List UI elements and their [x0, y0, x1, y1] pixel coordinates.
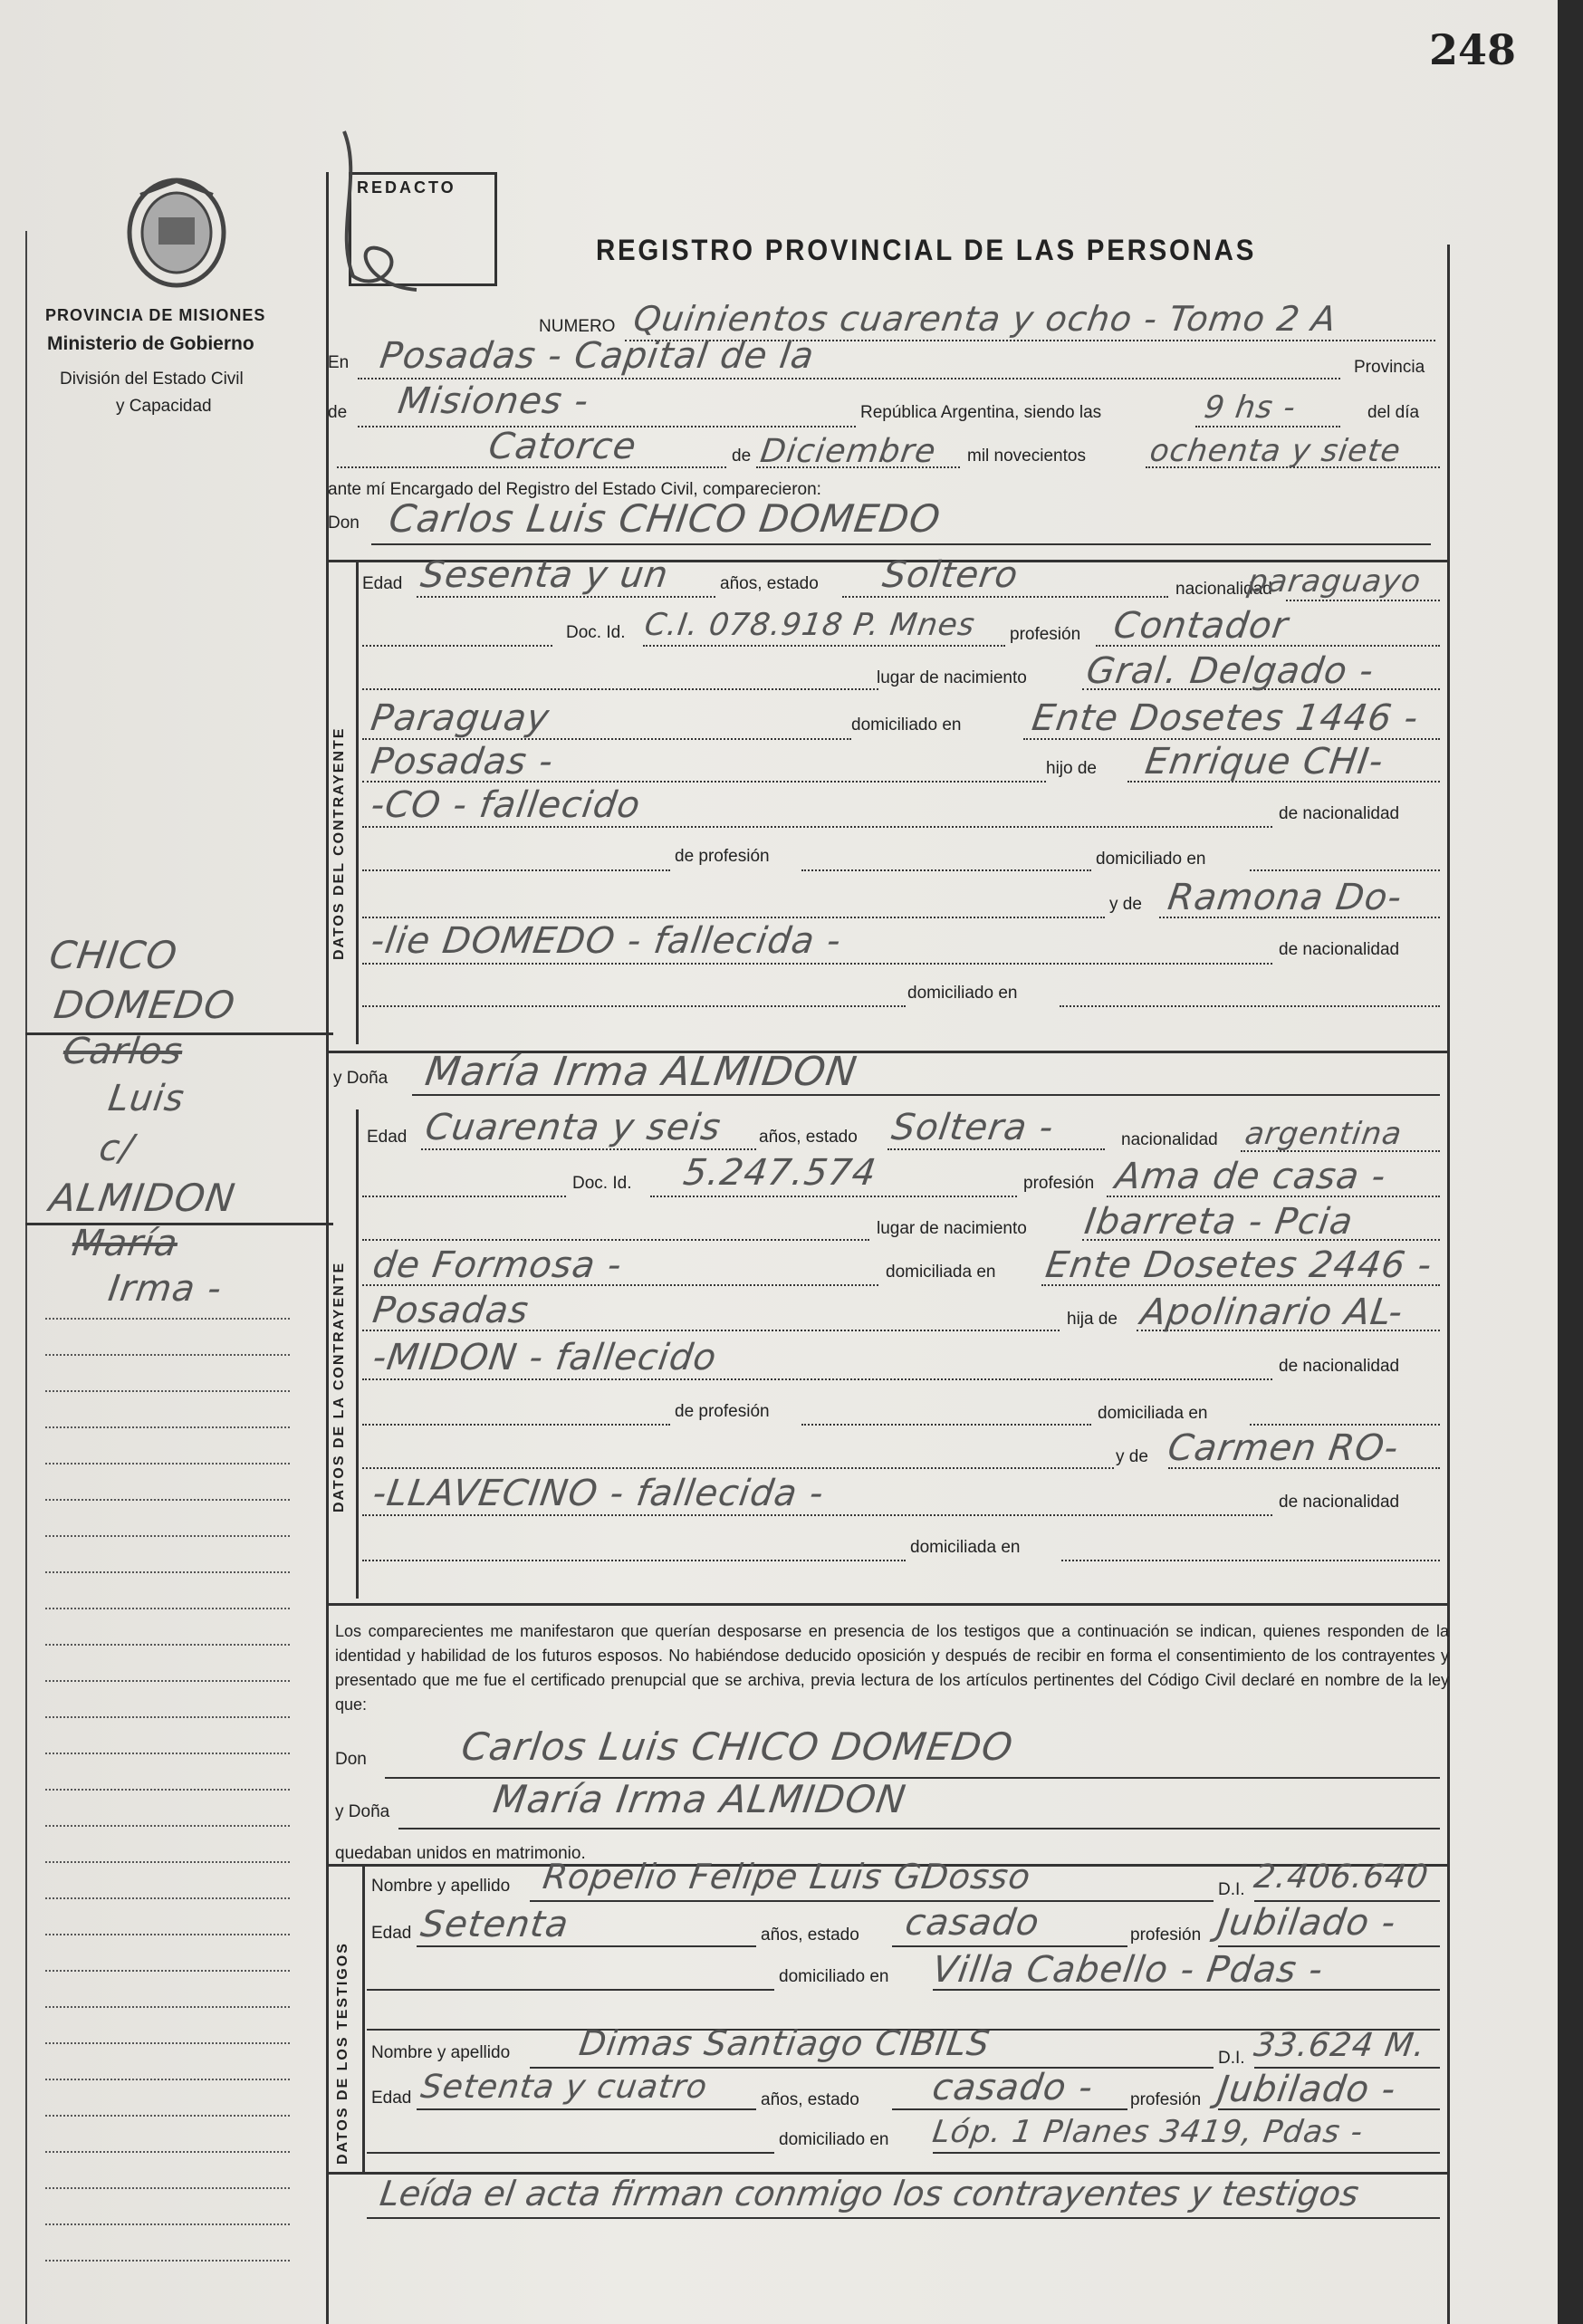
- bride-side-rule: [356, 1109, 359, 1599]
- w1-di-value: 2.406.640: [1252, 1858, 1432, 1896]
- bride-doc-line: [650, 1196, 1017, 1197]
- decl-don-label: Don: [335, 1750, 367, 1769]
- del-dia-label: del día: [1367, 403, 1420, 422]
- groom-de-prof-label: de profesión: [675, 847, 770, 866]
- groom-madre-value: Ramona Do-: [1165, 877, 1406, 918]
- w2-dom-value: Lóp. 1 Planes 3419, Pdas -: [930, 2114, 1366, 2150]
- page-edge: [1558, 0, 1583, 2324]
- bride-prof2-pre-line: [362, 1424, 670, 1426]
- margin-dotted-line: [45, 2042, 290, 2044]
- de2-label: de: [732, 447, 752, 466]
- groom-hijo2-line: [362, 826, 1272, 828]
- w1-edad-line: [417, 1945, 756, 1947]
- groom-madre-value2: -lie DOMEDO - fallecida -: [368, 920, 845, 962]
- bride-dom-label: domiciliada en: [886, 1263, 996, 1282]
- republica-label: República Argentina, siendo las: [860, 403, 1102, 422]
- w2-prof-label: profesión: [1130, 2090, 1202, 2109]
- groom-edad-line: [417, 596, 715, 598]
- w1-edad-value: Setenta: [417, 1904, 572, 1945]
- margin-dotted-line: [45, 1861, 290, 1863]
- ante-label: ante mí Encargado del Registro del Estado Civil, comparecieron:: [328, 480, 821, 499]
- margin-dotted-line: [45, 1789, 290, 1791]
- bride-prof-value: Ama de casa -: [1112, 1156, 1389, 1197]
- w2-dom-line: [933, 2152, 1440, 2154]
- groom-dom3-line: [1060, 1005, 1440, 1007]
- groom-hijo-value: Enrique CHI-: [1142, 741, 1386, 783]
- bride-estado-value: Soltera -: [888, 1107, 1057, 1148]
- groom-lugar-value2: Paraguay: [368, 697, 552, 739]
- bride-nac-value: argentina: [1242, 1116, 1405, 1152]
- groom-edad-label: Edad: [362, 574, 403, 593]
- decl-dona-line: [398, 1828, 1440, 1829]
- margin-dotted-line: [45, 1463, 290, 1465]
- bride-dom-value: Ente Dosetes 2446 -: [1042, 1244, 1435, 1286]
- province-label: PROVINCIA DE MISIONES: [45, 306, 266, 324]
- groom-prof2-pre-line: [362, 869, 670, 871]
- margin-dotted-line: [45, 1499, 290, 1501]
- margin-dotted-line: [45, 1535, 290, 1537]
- margin-dotted-line: [45, 1680, 290, 1682]
- margin-note-line7: María: [69, 1223, 181, 1264]
- margin-dotted-line: [45, 2187, 290, 2189]
- bride-doc-label: Doc. Id.: [572, 1174, 632, 1193]
- w1-estado-label: años, estado: [761, 1925, 859, 1945]
- margin-dotted-line: [45, 1571, 290, 1573]
- groom-lugar-pre-line: [362, 688, 878, 690]
- bride-madre-value: Carmen RO-: [1165, 1427, 1402, 1469]
- w1-edad-label: Edad: [371, 1924, 412, 1943]
- seal-emblem: [122, 177, 231, 290]
- w1-prof-line: [1218, 1945, 1440, 1947]
- margin-rule-1: [25, 1032, 333, 1035]
- witness-side-label: DATOS DE LOS TESTIGOS: [335, 1942, 350, 2165]
- groom-madre2-line: [362, 963, 1272, 965]
- hora-line: [1195, 426, 1340, 427]
- margin-dotted-line: [45, 2079, 290, 2080]
- bride-hija-label: hija de: [1067, 1310, 1118, 1329]
- decl-dona-label: y Doña: [335, 1802, 390, 1821]
- groom-estado-value: Soltero: [879, 554, 1022, 596]
- groom-lugar-value: Gral. Delgado -: [1083, 650, 1377, 692]
- groom-doc-value: C.I. 078.918 P. Mnes: [642, 607, 978, 643]
- margin-dotted-line: [45, 1318, 290, 1320]
- mes-value: Diciembre: [758, 433, 939, 470]
- w2-dom-label: domiciliado en: [779, 2130, 889, 2149]
- form-title: REGISTRO PROVINCIAL DE LAS PERSONAS: [596, 234, 1257, 266]
- bride-lugar-label: lugar de nacimiento: [877, 1219, 1027, 1238]
- margin-dotted-line: [45, 1970, 290, 1972]
- groom-hijo-value2: -CO - fallecido: [368, 784, 644, 826]
- bride-hija-value: Apolinario AL-: [1137, 1292, 1406, 1333]
- margin-note-line5: c/: [96, 1128, 137, 1169]
- margin-dotted-line: [45, 2151, 290, 2153]
- margin-dotted-line: [45, 2223, 290, 2225]
- w1-estado-value: casado: [902, 1902, 1042, 1944]
- groom-prof2-line: [801, 869, 1091, 871]
- groom-nac-line: [1286, 600, 1440, 601]
- anio-value: ochenta y siete: [1147, 433, 1404, 469]
- bride-dom2-val-line: [1250, 1424, 1440, 1426]
- bride-yde-pre-line: [362, 1467, 1114, 1469]
- bride-side-label: DATOS DE LA CONTRAYENTE: [331, 1261, 347, 1513]
- division-label-1: División del Estado Civil: [60, 370, 244, 389]
- w1-dom-label: domiciliado en: [779, 1967, 889, 1986]
- groom-nac-value: paraguayo: [1245, 563, 1424, 600]
- groom-dom-label: domiciliado en: [851, 715, 962, 735]
- numero-value: Quinientos cuarenta y ocho - Tomo 2 A: [630, 299, 1339, 339]
- bride-edad-line: [421, 1148, 756, 1150]
- closing-line: [367, 2217, 1440, 2219]
- declaration-text: Los comparecientes me manifestaron que querían desposarse en presencia de los testigos que a continuación se indican, quienes responden de la identidad y habilidad de los futuros esposos. No habiéndose deducido oposición y después de recibir en forma el consentimiento de los contrayentes y presentado que me fue el certificado prenupcial que se archiva, previa lectura de los artículos pertinentes del Código Civil declaré en nombre de la ley que:: [335, 1622, 1449, 1714]
- w2-estado-line: [892, 2108, 1127, 2110]
- margin-dotted-line: [45, 1426, 290, 1428]
- margin-dotted-line: [45, 1354, 290, 1356]
- w2-edad-value: Setenta y cuatro: [418, 2069, 710, 2106]
- groom-dom3-label: domiciliado en: [907, 984, 1018, 1003]
- en-label: En: [328, 353, 350, 372]
- groom-y-de-label: y de: [1109, 895, 1142, 914]
- w2-edad-line: [417, 2108, 756, 2110]
- bride-prof2-line: [801, 1424, 1091, 1426]
- witness-side-rule: [362, 1864, 365, 2172]
- w1-prof-label: profesión: [1130, 1925, 1202, 1945]
- bride-edad-label: Edad: [367, 1128, 408, 1147]
- margin-note-line8: Irma -: [105, 1268, 225, 1310]
- margin-dotted-line: [45, 1753, 290, 1754]
- groom-dom-value2: Posadas -: [368, 741, 557, 783]
- margin-dotted-line: [45, 1644, 290, 1646]
- bride-dom2-label: domiciliada en: [1098, 1404, 1208, 1423]
- bride-dom3-line: [1061, 1560, 1440, 1561]
- margin-note-line4: Luis: [105, 1078, 187, 1119]
- en-line: [358, 378, 1340, 379]
- provincia-label: Provincia: [1354, 358, 1425, 377]
- groom-dom2-val-line: [1250, 869, 1440, 871]
- groom-nac-label: nacionalidad: [1175, 580, 1272, 599]
- groom-de-nac2-label: de nacionalidad: [1279, 940, 1400, 959]
- groom-doc-pre-line: [362, 645, 552, 647]
- en-value: Posadas - Capital de la: [377, 335, 818, 377]
- declaration-top-rule: [326, 1603, 1447, 1606]
- margin-rule-2: [25, 1223, 333, 1225]
- signature-mark: [326, 122, 462, 303]
- margin-dotted-line: [45, 2115, 290, 2117]
- w1-nombre-line: [530, 1900, 1214, 1902]
- bride-nac-label: nacionalidad: [1121, 1130, 1218, 1149]
- margin-dotted-line: [45, 1716, 290, 1718]
- w1-estado-line: [892, 1945, 1127, 1947]
- bride-estado-label: años, estado: [759, 1128, 858, 1147]
- de-value: Misiones -: [395, 380, 592, 422]
- de-label: de: [328, 403, 348, 422]
- don-line: [371, 543, 1431, 545]
- bride-lugar-value: Ibarreta - Pcia: [1081, 1201, 1357, 1243]
- dia-value: Catorce: [485, 426, 639, 467]
- redacto-stamp-label: REDACTO: [357, 178, 456, 197]
- groom-estado-line: [842, 596, 1168, 598]
- groom-estado-label: años, estado: [720, 574, 819, 593]
- decl-dona-value: María Irma ALMIDON: [490, 1777, 909, 1821]
- margin-note-line3: Carlos: [60, 1031, 186, 1072]
- margin-note-line2: DOMEDO: [51, 983, 239, 1027]
- division-label-2: y Capacidad: [116, 397, 212, 416]
- bride-prof-label: profesión: [1023, 1174, 1095, 1193]
- hora-value: 9 hs -: [1202, 389, 1299, 426]
- w1-dom-pre-line: [367, 1989, 774, 1991]
- w1-nombre-label: Nombre y apellido: [371, 1877, 511, 1896]
- bride-dom3-pre-line: [362, 1560, 906, 1561]
- bride-doc-value: 5.247.574: [680, 1152, 879, 1194]
- margin-dotted-line: [45, 1934, 290, 1935]
- bride-madre2-line: [362, 1514, 1272, 1516]
- don-label: Don: [328, 514, 360, 533]
- groom-dom-value: Ente Dosetes 1446 -: [1029, 697, 1422, 739]
- groom-edad-value: Sesenta y un: [417, 554, 672, 596]
- w2-estado-label: años, estado: [761, 2090, 859, 2109]
- page-number: 248: [1429, 25, 1517, 74]
- groom-dom3-pre-line: [362, 1005, 906, 1007]
- groom-de-nac-label: de nacionalidad: [1279, 804, 1400, 823]
- decl-don-value: Carlos Luis CHICO DOMEDO: [458, 1724, 1016, 1769]
- groom-yde-pre-line: [362, 917, 1105, 918]
- closing-text: Leída el acta firman conmigo los contrayentes y testigos: [377, 2174, 1362, 2214]
- groom-doc-line: [643, 645, 1005, 647]
- margin-dotted-line: [45, 1608, 290, 1609]
- w2-dom-pre-line: [367, 2152, 774, 2154]
- mil-label: mil novecientos: [967, 447, 1086, 466]
- don-value: Carlos Luis CHICO DOMEDO: [386, 496, 944, 541]
- bride-hija-value2: -MIDON - fallecido: [369, 1337, 720, 1378]
- unidos-label: quedaban unidos en matrimonio.: [335, 1844, 586, 1863]
- bride-madre-value2: -LLAVECINO - fallecida -: [369, 1473, 827, 1514]
- margin-note-line6: ALMIDON: [46, 1176, 239, 1220]
- w2-di-label: D.I.: [1218, 2049, 1245, 2068]
- w2-di-value: 33.624 M.: [1252, 2027, 1428, 2064]
- bride-lugar-pre-line: [362, 1239, 869, 1241]
- bride-dom-value2: Posadas: [369, 1290, 532, 1331]
- bride-de-nac2-label: de nacionalidad: [1279, 1493, 1400, 1512]
- margin-dotted-line: [45, 2260, 290, 2262]
- groom-prof-value: Contador: [1110, 605, 1291, 647]
- groom-doc-label: Doc. Id.: [566, 623, 626, 642]
- margin-note-line1: CHICO: [46, 933, 181, 977]
- ministry-label: Ministerio de Gobierno: [47, 333, 254, 354]
- w2-estado-value: casado -: [929, 2067, 1097, 2108]
- margin-dotted-line: [45, 1825, 290, 1827]
- w2-edad-label: Edad: [371, 2089, 412, 2108]
- left-margin-rule: [25, 231, 27, 2324]
- groom-hijo-label: hijo de: [1046, 759, 1097, 778]
- bride-edad-value: Cuarenta y seis: [422, 1107, 724, 1148]
- bride-y-de-label: y de: [1116, 1447, 1148, 1466]
- w1-di-label: D.I.: [1218, 1880, 1245, 1899]
- groom-side-rule: [356, 560, 359, 1044]
- groom-dom2-label: domiciliado en: [1096, 850, 1206, 869]
- margin-dotted-line: [45, 2006, 290, 2008]
- groom-lugar-label: lugar de nacimiento: [877, 668, 1027, 687]
- form-right-rule: [1447, 245, 1450, 2324]
- groom-prof-label: profesión: [1010, 625, 1081, 644]
- w2-prof-value: Jubilado -: [1214, 2069, 1399, 2110]
- margin-dotted-line: [45, 1390, 290, 1392]
- w1-nombre-value: Ropelio Felipe Luis GDosso: [540, 1857, 1034, 1897]
- bride-lugar-value2: de Formosa -: [369, 1244, 625, 1286]
- groom-side-label: DATOS DEL CONTRAYENTE: [331, 726, 347, 960]
- bride-dona-label: y Doña: [333, 1069, 389, 1088]
- bride-hija2-line: [362, 1378, 1272, 1380]
- w1-prof-value: Jubilado -: [1214, 1902, 1399, 1944]
- bride-doc-pre-line: [362, 1196, 566, 1197]
- bride-dona-value: María Irma ALMIDON: [422, 1049, 860, 1095]
- w2-nombre-value: Dimas Santiago CIBILS: [576, 2023, 993, 2063]
- w2-nombre-label: Nombre y apellido: [371, 2043, 511, 2062]
- numero-label: NUMERO: [539, 317, 616, 336]
- margin-dotted-line: [45, 1897, 290, 1899]
- bride-de-prof-label: de profesión: [675, 1402, 770, 1421]
- bride-de-nac-label: de nacionalidad: [1279, 1357, 1400, 1376]
- w1-dom-value: Villa Cabello - Pdas -: [929, 1949, 1327, 1991]
- bride-dom3-label: domiciliada en: [910, 1538, 1021, 1557]
- bride-estado-line: [887, 1148, 1105, 1150]
